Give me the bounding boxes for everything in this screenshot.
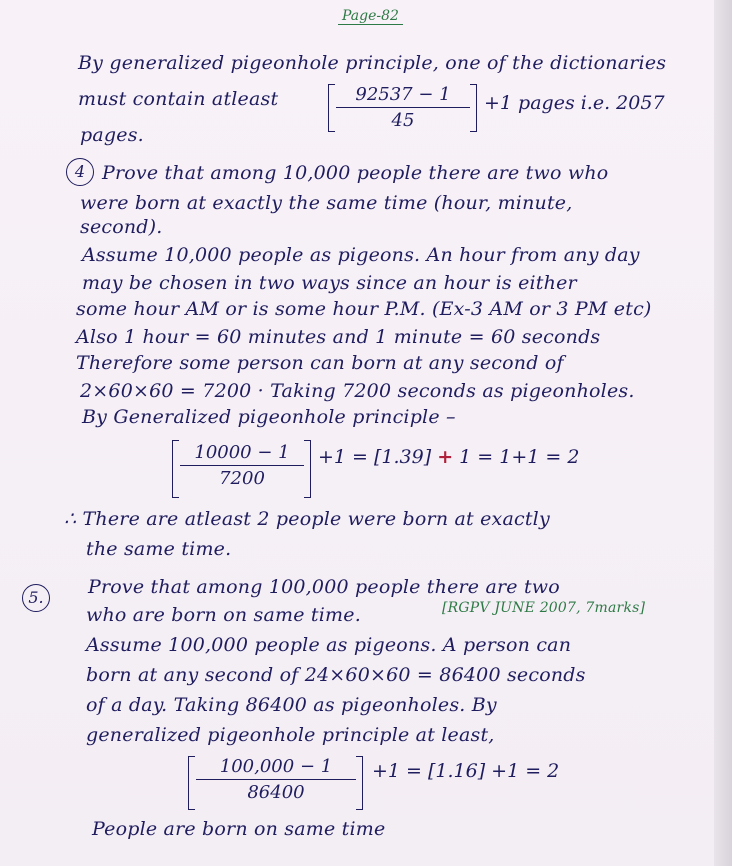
page-edge bbox=[714, 0, 732, 866]
frac3-denominator: 86400 bbox=[247, 782, 305, 803]
fraction-92537 bbox=[336, 84, 470, 131]
frac1-bar bbox=[336, 107, 470, 108]
a4-line-2: may be chosen in two ways since an hour is either bbox=[82, 272, 577, 294]
eq2-b: 1 = 1+1 = 2 bbox=[459, 446, 580, 468]
c5-line: People are born on same time bbox=[92, 818, 386, 840]
a4-line-7: By Generalized pigeonhole principle – bbox=[82, 406, 456, 428]
eq2 bbox=[318, 446, 579, 468]
a5-line-2: born at any second of 24×60×60 = 86400 seconds bbox=[86, 664, 586, 686]
q5-line-1: Prove that among 100,000 people there are two bbox=[88, 576, 560, 598]
frac1-denominator: 45 bbox=[391, 110, 415, 131]
frac3-bar bbox=[196, 779, 356, 780]
bracket3-left bbox=[188, 756, 195, 810]
page-number: Page-82 bbox=[338, 8, 403, 25]
frac3-numerator: 100,000 − 1 bbox=[219, 756, 333, 777]
frac1-numerator: 92537 − 1 bbox=[355, 84, 451, 105]
p1-line-2b: +1 pages i.e. 2057 bbox=[484, 92, 665, 114]
fraction-100000 bbox=[196, 756, 356, 803]
a4-line-4: Also 1 hour = 60 minutes and 1 minute = 60 seconds bbox=[76, 326, 601, 348]
frac2-bar bbox=[180, 465, 304, 466]
p1-line-3: pages. bbox=[80, 124, 144, 146]
q4-line-3: second). bbox=[80, 216, 163, 238]
p1-line-2: must contain atleast bbox=[78, 88, 279, 110]
a5-line-4: generalized pigeonhole principle at least, bbox=[86, 724, 495, 746]
bracket-right bbox=[470, 84, 477, 132]
q4-line-2: were born at exactly the same time (hour, minute, bbox=[80, 192, 573, 214]
bracket3-right bbox=[356, 756, 363, 810]
bracket2-right bbox=[304, 440, 311, 498]
frac2-denominator: 7200 bbox=[219, 468, 265, 489]
a4-line-5: Therefore some person can born at any second of bbox=[76, 352, 564, 374]
eq3: +1 = [1.16] +1 = 2 bbox=[372, 760, 560, 782]
eq2-a: +1 = [1.39] bbox=[318, 446, 432, 468]
c4-line-1: ∴ There are atleast 2 people were born at exactly bbox=[64, 508, 550, 530]
bracket-left bbox=[328, 84, 335, 132]
question-4-number: 4 bbox=[66, 158, 94, 186]
q4-line-1: Prove that among 10,000 people there are two who bbox=[102, 162, 609, 184]
a4-line-1: Assume 10,000 people as pigeons. An hour from any day bbox=[82, 244, 640, 266]
a5-line-1: Assume 100,000 people as pigeons. A person can bbox=[86, 634, 572, 656]
p1-line-1: By generalized pigeonhole principle, one of the dictionaries bbox=[78, 52, 667, 74]
eq2-plus: + bbox=[437, 446, 454, 468]
q5-line-2: who are born on same time. bbox=[86, 604, 361, 626]
a4-line-6: 2×60×60 = 7200 · Taking 7200 seconds as pigeonholes. bbox=[80, 380, 635, 402]
bracket2-left bbox=[172, 440, 179, 498]
a5-line-3: of a day. Taking 86400 as pigeonholes. By bbox=[86, 694, 497, 716]
frac2-numerator: 10000 − 1 bbox=[194, 442, 290, 463]
c4-line-2: the same time. bbox=[86, 538, 232, 560]
question-5-number: 5. bbox=[22, 584, 50, 612]
fraction-10000 bbox=[180, 442, 304, 489]
a4-line-3: some hour AM or is some hour P.M. (Ex-3 AM or 3 PM etc) bbox=[76, 298, 652, 320]
q5-reference: [RGPV JUNE 2007, 7marks] bbox=[442, 600, 646, 616]
